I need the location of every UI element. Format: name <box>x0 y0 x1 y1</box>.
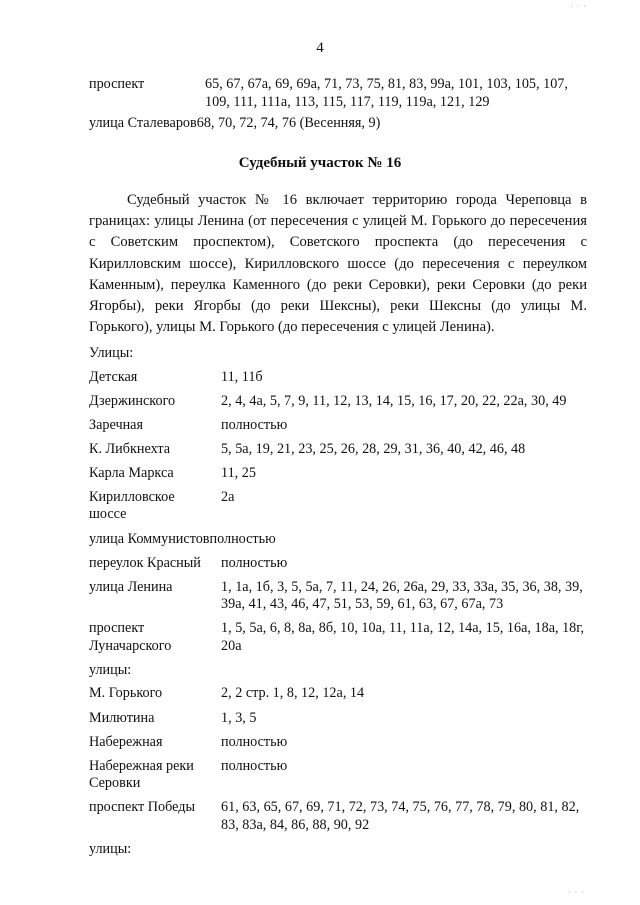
address-row <box>89 489 589 524</box>
house-numbers: 65, 67, 67а, 69, 69а, 71, 73, 75, 81, 83, 99а, 101, 103, 105, 107, 109, 111, 111а, 113, 115, 117, 119, 119а, 121, 129 <box>205 76 568 110</box>
street-name: Детская <box>89 368 138 385</box>
address-row <box>89 441 589 459</box>
street-name: Набережная <box>89 733 163 750</box>
house-numbers: 2, 2 стр. 1, 8, 12, 12а, 14 <box>221 685 365 702</box>
street-name: К. Либкнехта <box>89 440 170 457</box>
street-name: улица Коммунистов <box>89 530 210 547</box>
address-row <box>89 734 589 752</box>
street-name: проспект Луначарского <box>89 620 172 654</box>
address-row <box>89 758 589 793</box>
street-name: Набережная реки Серовки <box>89 757 194 792</box>
house-numbers: 1, 3, 5 <box>221 709 257 726</box>
house-numbers: полностью <box>209 530 276 547</box>
address-row <box>89 76 589 111</box>
house-numbers: 2, 4, 4а, 5, 7, 9, 11, 12, 13, 14, 15, 16, 17, 20, 22, 22а, 30, 49 <box>221 392 567 409</box>
street-name: проспект <box>89 76 145 92</box>
street-name: проспект Победы <box>89 799 196 816</box>
address-row <box>89 417 589 435</box>
address-row <box>89 799 589 834</box>
address-row <box>89 369 589 387</box>
house-numbers: 11, 25 <box>221 464 256 481</box>
address-row <box>89 685 589 703</box>
street-name: Заречная <box>89 416 143 433</box>
house-numbers: 1, 1а, 1б, 3, 5, 5а, 7, 11, 24, 26, 26а, 29, 33, 33а, 35, 36, 38, 39, 39а, 41, 43, 46, 47, 51, 53, 59, 61, 63, 67, 67а, 73 <box>221 578 583 613</box>
street-name: переулок Красный <box>89 554 201 571</box>
page-number: 4 <box>316 40 324 56</box>
address-row <box>89 579 589 614</box>
address-row <box>89 465 589 483</box>
house-numbers: 2а <box>221 488 235 505</box>
street-name: Карла Маркса <box>89 464 174 481</box>
streets-list <box>89 345 589 864</box>
address-row <box>89 555 589 573</box>
scan-mark-top: · · · <box>570 2 587 11</box>
section-description: Судебный участок № 16 включает территорию города Череповца в границах: улицы Ленина (от пересечения с улицей М. Горького до пересечения с Советским проспектом), Советского проспекта (до пересечения с Кирилловским шоссе), Кирилловского шоссе (до пересечения с переулком Каменным), переулка Каменного (до реки Серовки), реки Серовки (до реки Ягорбы), реки Ягорбы (до реки Шексны), реки Шексны (до улицы М. Горького), улицы М. Горького (до пересечения с улицей Ленина). <box>89 192 587 336</box>
address-row <box>89 620 589 655</box>
house-numbers: 5, 5а, 19, 21, 23, 25, 26, 28, 29, 31, 36, 40, 42, 46, 48 <box>221 440 526 457</box>
house-numbers: 61, 63, 65, 67, 69, 71, 72, 73, 74, 75, 76, 77, 78, 79, 80, 81, 82, 83, 83а, 84, 86, 88, 90, 92 <box>221 799 580 833</box>
streets-label: Улицы: <box>89 345 134 361</box>
section-title: Судебный участок № 16 <box>238 155 402 171</box>
street-name: М. Горького <box>89 685 163 702</box>
streets-label: улицы: <box>89 840 132 857</box>
streets-label: улицы: <box>89 661 132 678</box>
top-address-table <box>89 76 589 137</box>
street-name: улица Сталеваров <box>89 115 197 131</box>
house-numbers: полностью <box>221 757 288 774</box>
address-row <box>89 115 589 133</box>
house-numbers: полностью <box>221 416 288 433</box>
house-numbers: 11, 11б <box>221 368 263 385</box>
house-numbers: 68, 70, 72, 74, 76 (Весенняя, 9) <box>196 115 381 131</box>
house-numbers: полностью <box>221 554 288 571</box>
street-name: Милютина <box>89 709 155 726</box>
scan-mark-bottom: · · · <box>568 888 585 897</box>
address-row <box>89 393 589 411</box>
street-name: Дзержинского <box>89 392 176 409</box>
address-row <box>89 710 589 728</box>
street-name: улица Ленина <box>89 578 173 595</box>
house-numbers: полностью <box>221 733 288 750</box>
house-numbers: 1, 5, 5а, 6, 8, 8а, 8б, 10, 10а, 11, 11а, 12, 14а, 15, 16а, 18а, 18г, 20а <box>221 620 585 654</box>
street-name: Кирилловское шоссе <box>89 488 175 523</box>
address-row <box>89 531 589 549</box>
